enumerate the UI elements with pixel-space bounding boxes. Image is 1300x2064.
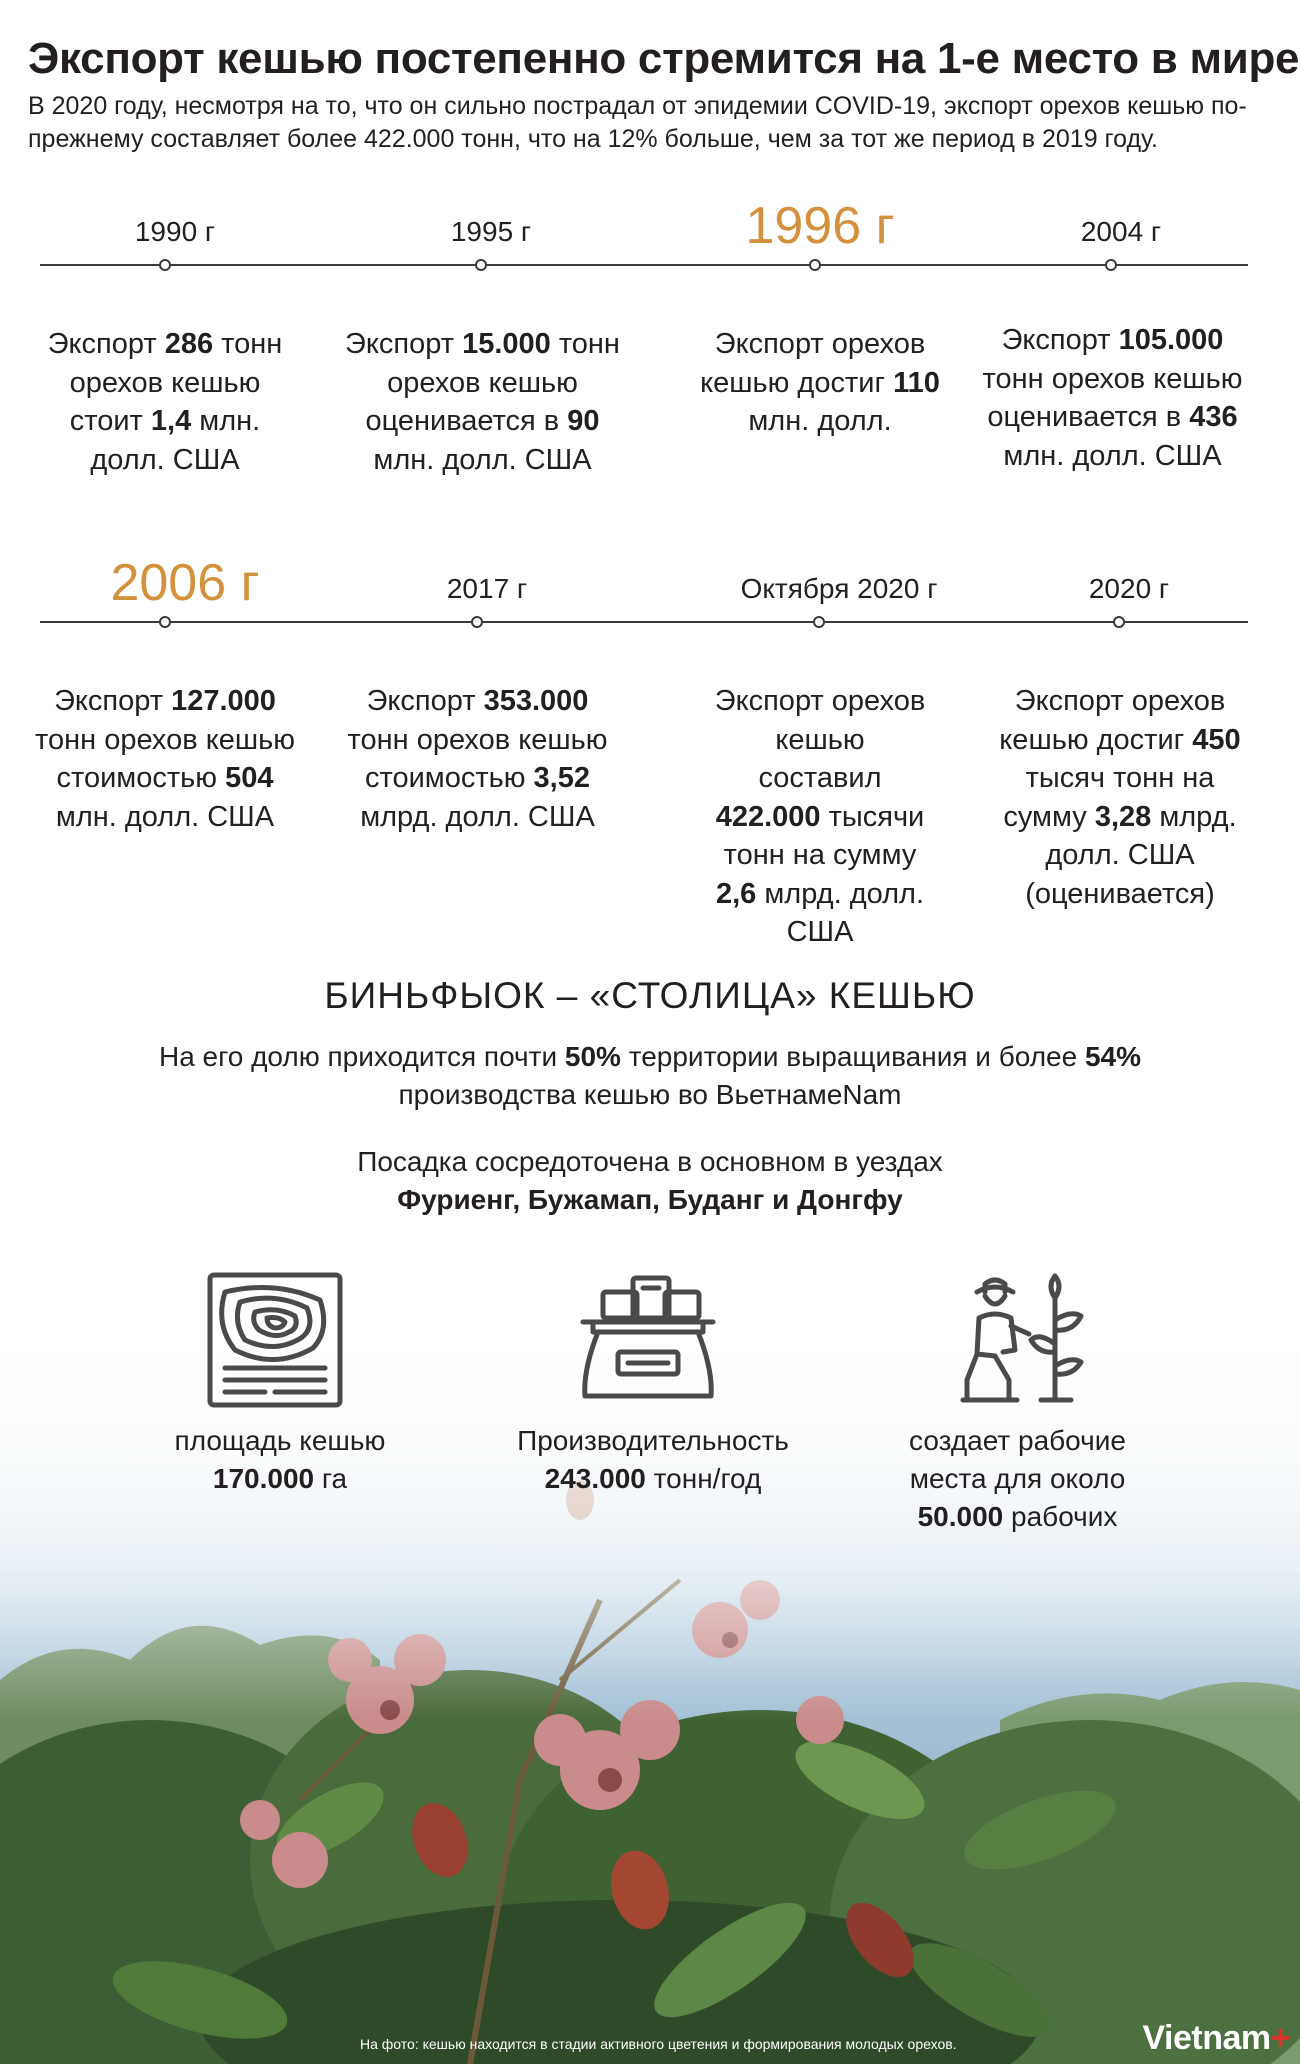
- text-run: Экспорт орехов кешью достиг: [999, 685, 1226, 756]
- highlight-value: 50.000: [917, 1501, 1004, 1532]
- timeline-desc: [980, 682, 1260, 913]
- text-run: тонн орехов кешью оценивается в: [365, 328, 620, 437]
- vietnam-plus-logo: [1142, 2019, 1290, 2058]
- land-area-icon: [205, 1270, 345, 1415]
- highlight-value: 50%: [564, 1041, 621, 1072]
- text-run: млрд. долл. США (оценивается): [1025, 800, 1237, 910]
- text-run: Экспорт: [345, 328, 463, 360]
- timeline-desc: [975, 321, 1250, 475]
- text-run: млрд. долл. США: [756, 877, 925, 948]
- timeline-year: 1995 г: [450, 216, 532, 247]
- text-run: тонн орехов кешью стоимостью: [35, 723, 295, 794]
- highlight-value: 90: [567, 405, 600, 437]
- highlight-value: 243.000: [544, 1463, 646, 1494]
- highlight-value: 450: [1192, 723, 1241, 756]
- text-run: тонн орехов кешью оценивается в: [982, 362, 1243, 433]
- text-run: млрд. долл. США: [360, 800, 595, 833]
- highlight-value: 2,6: [715, 877, 757, 910]
- section-title: БИНЬФЫОК – «СТОЛИЦА» КЕШЬЮ: [324, 975, 976, 1016]
- highlight-value: 3,28: [1094, 800, 1152, 833]
- photo-caption: На фото: кешью находится в стадии активного цветения и формирования молодых орехов.: [360, 2036, 957, 2052]
- text-run: млн. долл. США: [1003, 439, 1222, 472]
- timeline-dot: [159, 259, 171, 271]
- highlight-value: 1,4: [150, 405, 192, 437]
- text-run: Экспорт: [1001, 324, 1119, 356]
- timeline-year: 2004 г: [1080, 216, 1162, 247]
- timeline-dot: [809, 259, 821, 271]
- text-run: Экспорт орехов кешью достиг: [700, 328, 926, 399]
- highlight-value: 110: [893, 366, 940, 399]
- stat-area: [140, 1422, 420, 1498]
- timeline-desc: [700, 325, 940, 441]
- timeline-line-1: [40, 264, 1248, 266]
- highlight-value: 422.000: [715, 800, 821, 833]
- timeline-desc: [710, 682, 930, 952]
- timeline-desc: [35, 682, 295, 836]
- logo-text: Vietnam: [1142, 2019, 1271, 2057]
- timeline-dot: [159, 616, 171, 628]
- highlight-value: 286: [164, 328, 214, 360]
- section-share-text: [150, 1038, 1150, 1114]
- text-run: площадь кешью: [174, 1425, 386, 1456]
- timeline-year: 2017 г: [446, 573, 528, 604]
- timeline-year: 2020 г: [1088, 573, 1170, 604]
- text-run: На его долю приходится почти: [158, 1041, 565, 1072]
- text-run: тонн орехов кешью стоимостью: [347, 723, 608, 794]
- text-run: млн. долл.: [748, 405, 892, 437]
- timeline-year: 1990 г: [134, 216, 216, 247]
- text-run: тонн/год: [645, 1463, 762, 1494]
- highlight-value: 170.000: [212, 1463, 315, 1494]
- text-run: территории выращивания и более: [620, 1041, 1085, 1072]
- timeline-desc: [335, 682, 620, 836]
- timeline-year: Октября 2020 г: [740, 573, 938, 604]
- text-run: млн. долл. США: [373, 443, 592, 476]
- timeline-desc: [30, 325, 300, 479]
- text-run: рабочих: [1003, 1501, 1118, 1532]
- timeline-dot: [1113, 616, 1125, 628]
- highlight-value: 3,52: [533, 762, 590, 794]
- timeline-line-2: [40, 621, 1248, 623]
- stat-jobs: [880, 1422, 1155, 1536]
- timeline-dot: [471, 616, 483, 628]
- highlight-value: 15.000: [462, 328, 551, 360]
- text-run: тысяч тонн на сумму: [1003, 762, 1215, 833]
- text-run: Экспорт орехов кешью составил: [714, 685, 926, 794]
- text-run: Экспорт: [366, 685, 484, 717]
- planting-line-1: Посадка сосредоточена в основном в уездах: [357, 1146, 943, 1177]
- text-run: га: [314, 1463, 348, 1494]
- highlight-value: 105.000: [1118, 324, 1224, 356]
- stat-productivity: [498, 1422, 808, 1498]
- intro-text: В 2020 году, несмотря на то, что он сильно пострадал от эпидемии COVID-19, экспорт орехов кешью по-прежнему составляет более 422.000 тонн, что на 12% больше, чем за тот же период в 2019 году.: [28, 92, 1247, 153]
- highlight-value: 436: [1189, 401, 1238, 433]
- timeline-dot: [475, 259, 487, 271]
- highlight-value: 54%: [1084, 1041, 1142, 1072]
- text-run: млн. долл. США: [90, 405, 261, 476]
- planting-line-2: Фуриенг, Бужамап, Буданг и Донгфу: [397, 1184, 903, 1215]
- text-run: тысячи тонн на сумму: [723, 800, 925, 871]
- timeline-year-highlight: 2006 г: [110, 554, 260, 612]
- page-title: Экспорт кешью постепенно стремится на 1-е место в мире: [28, 34, 1300, 83]
- text-run: тонн орехов кешью стоит: [69, 328, 283, 437]
- highlight-value: 504: [225, 762, 274, 794]
- logo-plus-mark: +: [1270, 2019, 1290, 2057]
- text-run: Экспорт: [54, 685, 172, 717]
- text-run: создает рабочие места для около: [909, 1425, 1126, 1494]
- highlight-value: 353.000: [483, 685, 589, 717]
- timeline-dot: [813, 616, 825, 628]
- scale-productivity-icon: [573, 1270, 723, 1415]
- text-run: Экспорт: [47, 328, 165, 360]
- timeline-dot: [1105, 259, 1117, 271]
- timeline-year-highlight: 1996 г: [745, 197, 895, 255]
- text-run: производства кешью во ВьетнамеNam: [398, 1079, 902, 1110]
- text-run: Производительность: [517, 1425, 789, 1456]
- text-run: млн. долл. США: [55, 800, 275, 833]
- highlight-value: 127.000: [171, 685, 276, 717]
- timeline-desc: [345, 325, 620, 479]
- farmer-plant-icon: [955, 1270, 1095, 1415]
